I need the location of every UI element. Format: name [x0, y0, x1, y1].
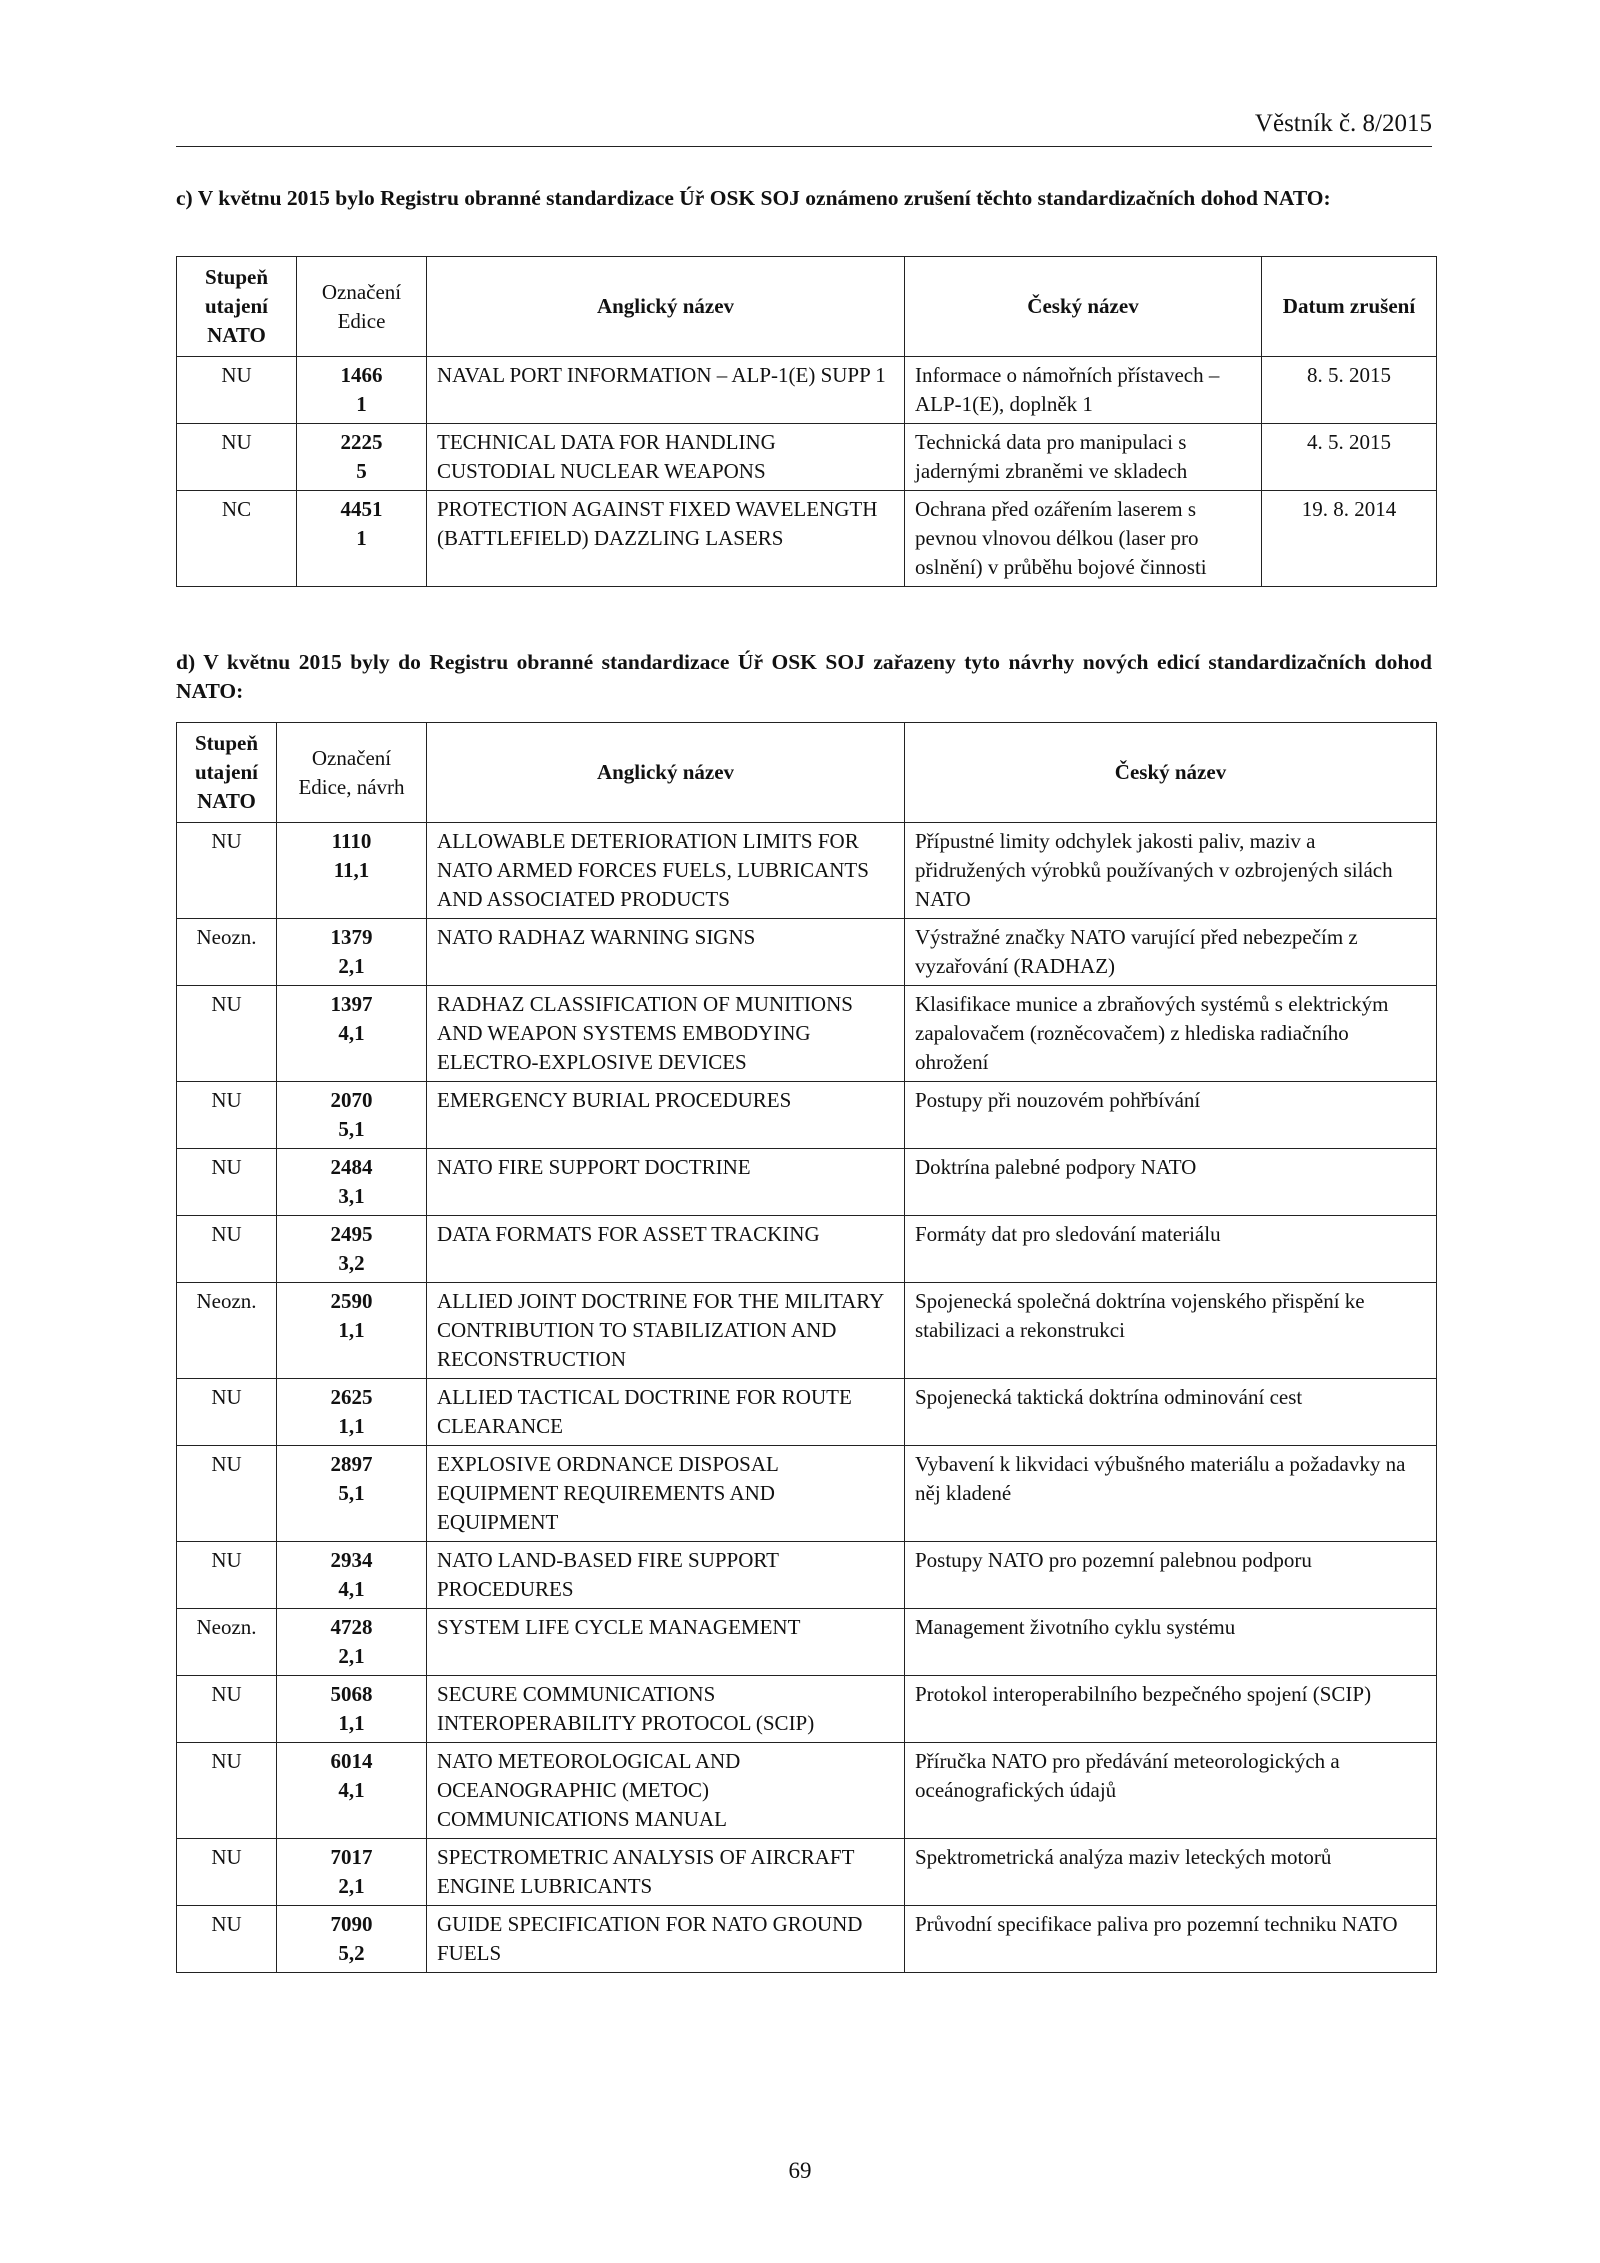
cancel-date-cell: 19. 8. 2014: [1262, 491, 1437, 587]
classification-cell: NU: [177, 1082, 277, 1149]
new-editions-table: [176, 722, 1437, 1973]
designation-cell: [277, 986, 427, 1082]
designation-cell: [277, 1609, 427, 1676]
cancel-date-cell: 8. 5. 2015: [1262, 357, 1437, 424]
standard-number: 5068: [330, 1682, 373, 1706]
designation-cell: [277, 1216, 427, 1283]
table-header-row: [177, 723, 1437, 823]
standard-number: 1466: [340, 363, 383, 387]
edition-number: 5,1: [338, 1481, 365, 1505]
english-title-cell: TECHNICAL DATA FOR HANDLING CUSTODIAL NUCLEAR WEAPONS: [427, 424, 905, 491]
english-title-cell: NATO LAND-BASED FIRE SUPPORT PROCEDURES: [427, 1542, 905, 1609]
classification-cell: NU: [177, 1906, 277, 1973]
classification-cell: NU: [177, 1446, 277, 1542]
designation-cell: [277, 1839, 427, 1906]
table-row: [177, 823, 1437, 919]
table-row: [177, 919, 1437, 986]
col-czech-title: Český název: [905, 257, 1262, 357]
table-row: [177, 1216, 1437, 1283]
english-title-cell: RADHAZ CLASSIFICATION OF MUNITIONS AND WEAPON SYSTEMS EMBODYING ELECTRO-EXPLOSIVE DEVICES: [427, 986, 905, 1082]
english-title-cell: NATO FIRE SUPPORT DOCTRINE: [427, 1149, 905, 1216]
page-header: [176, 108, 1432, 147]
english-title-cell: EMERGENCY BURIAL PROCEDURES: [427, 1082, 905, 1149]
designation-cell: [277, 1379, 427, 1446]
english-title-cell: ALLIED JOINT DOCTRINE FOR THE MILITARY CONTRIBUTION TO STABILIZATION AND RECONSTRUCTION: [427, 1283, 905, 1379]
table-row: [177, 1542, 1437, 1609]
czech-title-cell: Vybavení k likvidaci výbušného materiálu a požadavky na něj kladené: [905, 1446, 1437, 1542]
standard-number: 2484: [330, 1155, 373, 1179]
english-title-cell: ALLOWABLE DETERIORATION LIMITS FOR NATO ARMED FORCES FUELS, LUBRICANTS AND ASSOCIATED PRODUCTS: [427, 823, 905, 919]
edition-number: 4,1: [338, 1577, 365, 1601]
czech-title-cell: Příručka NATO pro předávání meteorologických a oceánografických údajů: [905, 1743, 1437, 1839]
table-row: [177, 986, 1437, 1082]
classification-cell: NU: [177, 424, 297, 491]
table-row: [177, 1446, 1437, 1542]
czech-title-cell: Postupy NATO pro pozemní palebnou podporu: [905, 1542, 1437, 1609]
col-english-title: Anglický název: [427, 723, 905, 823]
table-row: [177, 1676, 1437, 1743]
cancel-date-cell: 4. 5. 2015: [1262, 424, 1437, 491]
edition-number: 1: [356, 392, 367, 416]
standard-number: 2225: [340, 430, 383, 454]
edition-number: 1,1: [338, 1414, 365, 1438]
standard-number: 1379: [330, 925, 373, 949]
classification-cell: NU: [177, 1839, 277, 1906]
page-number: 69: [788, 2158, 812, 2183]
english-title-cell: SPECTROMETRIC ANALYSIS OF AIRCRAFT ENGINE LUBRICANTS: [427, 1839, 905, 1906]
col-cancel-date: Datum zrušení: [1262, 257, 1437, 357]
standard-number: 7090: [330, 1912, 373, 1936]
designation-cell: [277, 919, 427, 986]
designation-cell: [297, 357, 427, 424]
table-header-row: [177, 257, 1437, 357]
czech-title-cell: Postupy při nouzovém pohřbívání: [905, 1082, 1437, 1149]
designation-cell: [277, 1082, 427, 1149]
edition-number: 11,1: [333, 858, 370, 882]
designation-cell: [277, 1283, 427, 1379]
col-designation: Označení Edice, návrh: [277, 723, 427, 823]
standard-number: 1110: [331, 829, 372, 853]
czech-title-cell: Přípustné limity odchylek jakosti paliv, maziv a přidružených výrobků používaných v ozbrojených silách NATO: [905, 823, 1437, 919]
czech-title-cell: Ochrana před ozářením laserem s pevnou vlnovou délkou (laser pro oslnění) v průběhu bojové činnosti: [905, 491, 1262, 587]
english-title-cell: ALLIED TACTICAL DOCTRINE FOR ROUTE CLEARANCE: [427, 1379, 905, 1446]
standard-number: 7017: [330, 1845, 373, 1869]
edition-number: 5,2: [338, 1941, 365, 1965]
col-class: Stupeň utajení NATO: [177, 257, 297, 357]
classification-cell: NU: [177, 1743, 277, 1839]
designation-cell: [297, 424, 427, 491]
edition-number: 1,1: [338, 1711, 365, 1735]
table-row: [177, 357, 1437, 424]
cancelled-standards-table: [176, 256, 1437, 587]
journal-title: Věstník č. 8/2015: [1254, 110, 1432, 137]
czech-title-cell: Výstražné značky NATO varující před nebezpečím z vyzařování (RADHAZ): [905, 919, 1437, 986]
standard-number: 1397: [330, 992, 373, 1016]
edition-number: 3,1: [338, 1184, 365, 1208]
edition-number: 1,1: [338, 1318, 365, 1342]
standard-number: 2495: [330, 1222, 373, 1246]
standard-number: 2625: [330, 1385, 373, 1409]
designation-cell: [297, 491, 427, 587]
czech-title-cell: Informace o námořních přístavech – ALP-1(E), doplněk 1: [905, 357, 1262, 424]
standard-number: 2897: [330, 1452, 373, 1476]
table-row: [177, 1906, 1437, 1973]
czech-title-cell: Doktrína palebné podpory NATO: [905, 1149, 1437, 1216]
czech-title-cell: Klasifikace munice a zbraňových systémů s elektrickým zapalovačem (rozněcovačem) z hlediska radiačního ohrožení: [905, 986, 1437, 1082]
table-row: [177, 491, 1437, 587]
english-title-cell: GUIDE SPECIFICATION FOR NATO GROUND FUELS: [427, 1906, 905, 1973]
designation-cell: [277, 1446, 427, 1542]
edition-number: 2,1: [338, 1874, 365, 1898]
classification-cell: NU: [177, 1676, 277, 1743]
standard-number: 6014: [330, 1749, 373, 1773]
czech-title-cell: Spojenecká taktická doktrína odminování cest: [905, 1379, 1437, 1446]
standard-number: 2070: [330, 1088, 373, 1112]
table-row: [177, 1082, 1437, 1149]
english-title-cell: PROTECTION AGAINST FIXED WAVELENGTH (BATTLEFIELD) DAZZLING LASERS: [427, 491, 905, 587]
standard-number: 2934: [330, 1548, 373, 1572]
classification-cell: NU: [177, 986, 277, 1082]
col-czech-title: Český název: [905, 723, 1437, 823]
designation-cell: [277, 1149, 427, 1216]
table-row: [177, 1283, 1437, 1379]
classification-cell: Neozn.: [177, 919, 277, 986]
designation-cell: [277, 1743, 427, 1839]
table-row: [177, 1839, 1437, 1906]
classification-cell: NU: [177, 1216, 277, 1283]
section-d-heading: d) V květnu 2015 byly do Registru obranné standardizace Úř OSK SOJ zařazeny tyto návrhy nových edicí standardizačních dohod NATO:: [176, 650, 1432, 703]
english-title-cell: SYSTEM LIFE CYCLE MANAGEMENT: [427, 1609, 905, 1676]
classification-cell: Neozn.: [177, 1283, 277, 1379]
edition-number: 5,1: [338, 1117, 365, 1141]
czech-title-cell: Formáty dat pro sledování materiálu: [905, 1216, 1437, 1283]
edition-number: 2,1: [338, 1644, 365, 1668]
edition-number: 5: [356, 459, 367, 483]
czech-title-cell: Protokol interoperabilního bezpečného spojení (SCIP): [905, 1676, 1437, 1743]
classification-cell: NC: [177, 491, 297, 587]
classification-cell: NU: [177, 823, 277, 919]
classification-cell: NU: [177, 1149, 277, 1216]
czech-title-cell: Spojenecká společná doktrína vojenského přispění ke stabilizaci a rekonstrukci: [905, 1283, 1437, 1379]
classification-cell: NU: [177, 357, 297, 424]
edition-number: 4,1: [338, 1778, 365, 1802]
col-class: Stupeň utajení NATO: [177, 723, 277, 823]
col-designation: Označení Edice: [297, 257, 427, 357]
standard-number: 2590: [330, 1289, 373, 1313]
col-english-title: Anglický název: [427, 257, 905, 357]
designation-cell: [277, 1676, 427, 1743]
table-row: [177, 1379, 1437, 1446]
edition-number: 4,1: [338, 1021, 365, 1045]
english-title-cell: NAVAL PORT INFORMATION – ALP-1(E) SUPP 1: [427, 357, 905, 424]
english-title-cell: SECURE COMMUNICATIONS INTEROPERABILITY PROTOCOL (SCIP): [427, 1676, 905, 1743]
table-row: [177, 1609, 1437, 1676]
classification-cell: Neozn.: [177, 1609, 277, 1676]
english-title-cell: DATA FORMATS FOR ASSET TRACKING: [427, 1216, 905, 1283]
edition-number: 1: [356, 526, 367, 550]
section-c-heading: c) V květnu 2015 bylo Registru obranné standardizace Úř OSK SOJ oznámeno zrušení těchto standardizačních dohod NATO:: [176, 186, 1331, 210]
classification-cell: NU: [177, 1542, 277, 1609]
classification-cell: NU: [177, 1379, 277, 1446]
standard-number: 4451: [340, 497, 383, 521]
edition-number: 3,2: [338, 1251, 365, 1275]
designation-cell: [277, 823, 427, 919]
table-row: [177, 424, 1437, 491]
czech-title-cell: Spektrometrická analýza maziv leteckých motorů: [905, 1839, 1437, 1906]
designation-cell: [277, 1542, 427, 1609]
czech-title-cell: Průvodní specifikace paliva pro pozemní techniku NATO: [905, 1906, 1437, 1973]
standard-number: 4728: [330, 1615, 373, 1639]
table-row: [177, 1743, 1437, 1839]
designation-cell: [277, 1906, 427, 1973]
table-row: [177, 1149, 1437, 1216]
czech-title-cell: Management životního cyklu systému: [905, 1609, 1437, 1676]
english-title-cell: EXPLOSIVE ORDNANCE DISPOSAL EQUIPMENT REQUIREMENTS AND EQUIPMENT: [427, 1446, 905, 1542]
english-title-cell: NATO METEOROLOGICAL AND OCEANOGRAPHIC (METOC) COMMUNICATIONS MANUAL: [427, 1743, 905, 1839]
czech-title-cell: Technická data pro manipulaci s jadernými zbraněmi ve skladech: [905, 424, 1262, 491]
english-title-cell: NATO RADHAZ WARNING SIGNS: [427, 919, 905, 986]
edition-number: 2,1: [338, 954, 365, 978]
